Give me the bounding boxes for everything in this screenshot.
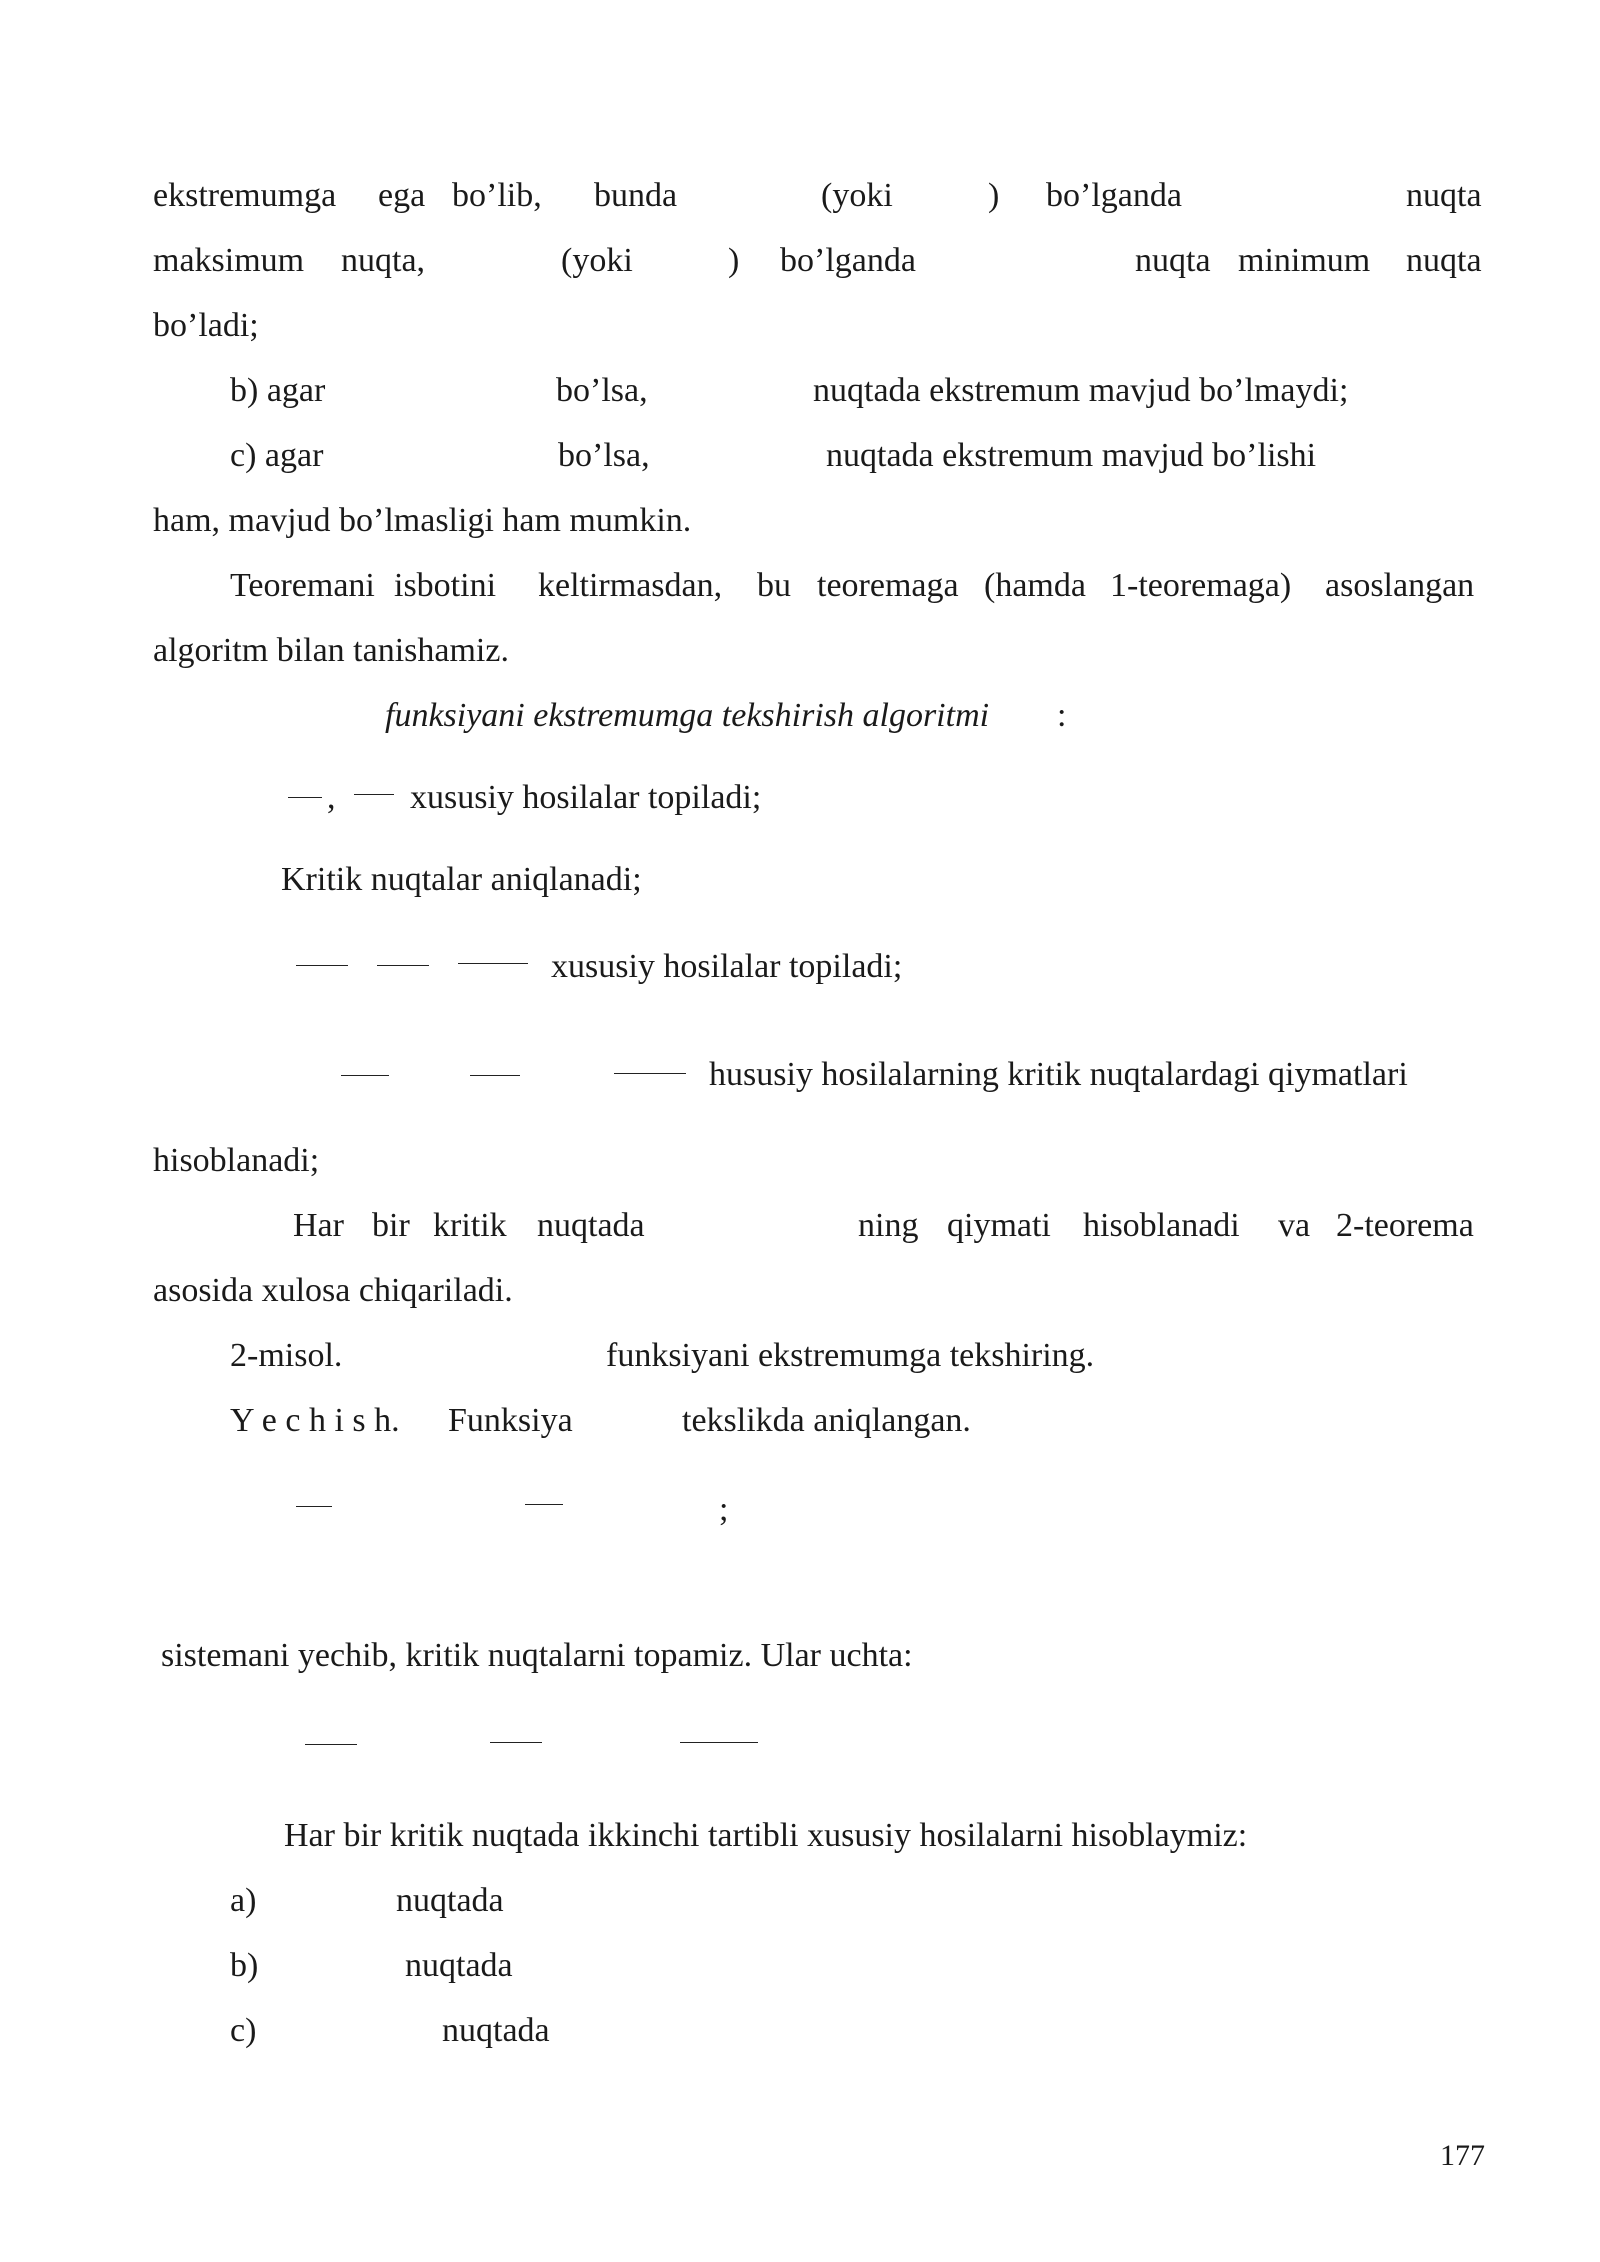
fraction-bar	[614, 1073, 686, 1074]
word: teoremaga	[817, 567, 959, 604]
fraction-bar	[296, 965, 348, 966]
solution-text: tekslikda aniqlangan.	[682, 1402, 971, 1439]
word: maksimum	[153, 242, 305, 279]
word: bu	[757, 567, 791, 604]
word: 1-teoremaga)	[1110, 567, 1292, 604]
paragraph-text: ham, mavjud bo’lmasligi ham mumkin.	[153, 502, 692, 539]
word: Har	[293, 1207, 344, 1244]
word: bunda	[594, 177, 678, 214]
fraction-bar	[680, 1742, 758, 1743]
word: isbotini	[394, 567, 497, 604]
word: ekstremumga	[153, 177, 337, 214]
example-text: funksiyani ekstremumga tekshiring.	[606, 1337, 1095, 1374]
word: bir	[372, 1207, 410, 1244]
word: minimum	[1238, 242, 1371, 279]
case-b-label: b) agar	[230, 372, 326, 409]
fraction-bar	[458, 963, 528, 964]
fraction-bar	[296, 1506, 332, 1507]
word: asoslangan	[1325, 567, 1475, 604]
fraction-bar	[525, 1504, 563, 1505]
word: (hamda	[984, 567, 1086, 604]
paragraph-text: hisoblanadi;	[153, 1142, 320, 1179]
example-label: 2-misol.	[230, 1337, 343, 1374]
word: nuqta,	[341, 242, 426, 279]
word: qiymati	[947, 1207, 1051, 1244]
word: keltirmasdan,	[538, 567, 723, 604]
solution-text: Funksiya	[448, 1402, 573, 1439]
fraction-bar	[305, 1744, 357, 1745]
case-c-label: c) agar	[230, 437, 324, 474]
algorithm-step-2: Kritik nuqtalar aniqlanadi;	[281, 861, 642, 898]
paragraph-text: sistemani yechib, kritik nuqtalarni topamiz. Ular uchta:	[161, 1637, 913, 1674]
paragraph-text: asosida xulosa chiqariladi.	[153, 1272, 513, 1309]
word: bo’lib,	[452, 177, 542, 214]
word: Teoremani	[230, 567, 375, 604]
step1-comma: ,	[327, 779, 336, 816]
word: bo’lganda	[1046, 177, 1182, 214]
paragraph-text: Har bir kritik nuqtada ikkinchi tartibli xususiy hosilalarni hisoblaymiz:	[284, 1817, 1248, 1854]
solution-label: Y e c h i s h.	[230, 1402, 400, 1439]
word: )	[728, 242, 740, 279]
fraction-bar	[377, 965, 429, 966]
paragraph-text: algoritm bilan tanishamiz.	[153, 632, 509, 669]
word: bo’lganda	[780, 242, 916, 279]
algorithm-title: funksiyani ekstremumga tekshirish algoritmi	[385, 697, 990, 734]
word: va	[1278, 1207, 1311, 1244]
word: )	[988, 177, 1000, 214]
list-item-label: c)	[230, 2012, 257, 2049]
word: nuqta	[1135, 242, 1211, 279]
fraction-bar	[288, 797, 322, 798]
case-b-text: nuqtada ekstremum mavjud bo’lmaydi;	[813, 372, 1349, 409]
algorithm-step-3: xususiy hosilalar topiladi;	[551, 948, 903, 985]
word: (yoki	[821, 177, 893, 214]
list-item-text: nuqtada	[405, 1947, 513, 1984]
word: ega	[378, 177, 426, 214]
fraction-bar	[354, 794, 394, 795]
algorithm-step-1: xususiy hosilalar topiladi;	[410, 779, 762, 816]
formula-semicolon: ;	[719, 1491, 729, 1528]
case-c-text: bo’lsa,	[558, 437, 650, 474]
word: nuqta	[1406, 242, 1482, 279]
word: nuqtada	[537, 1207, 645, 1244]
algorithm-step-4: hususiy hosilalarning kritik nuqtalardagi qiymatlari	[709, 1056, 1408, 1093]
fraction-bar	[470, 1075, 520, 1076]
word: kritik	[433, 1207, 507, 1244]
case-b-text: bo’lsa,	[556, 372, 648, 409]
list-item-label: b)	[230, 1947, 259, 1984]
algorithm-title-colon: :	[1057, 697, 1067, 734]
page-number: 177	[1440, 2139, 1485, 2172]
fraction-bar	[341, 1075, 389, 1076]
fraction-bar	[490, 1742, 542, 1743]
list-item-label: a)	[230, 1882, 257, 1919]
case-c-text: nuqtada ekstremum mavjud bo’lishi	[826, 437, 1317, 474]
word: nuqta	[1406, 177, 1482, 214]
word: (yoki	[561, 242, 633, 279]
word: ning	[858, 1207, 919, 1244]
list-item-text: nuqtada	[442, 2012, 550, 2049]
word: 2-teorema	[1336, 1207, 1474, 1244]
list-item-text: nuqtada	[396, 1882, 504, 1919]
word: hisoblanadi	[1083, 1207, 1240, 1244]
paragraph-text: bo’ladi;	[153, 307, 259, 344]
